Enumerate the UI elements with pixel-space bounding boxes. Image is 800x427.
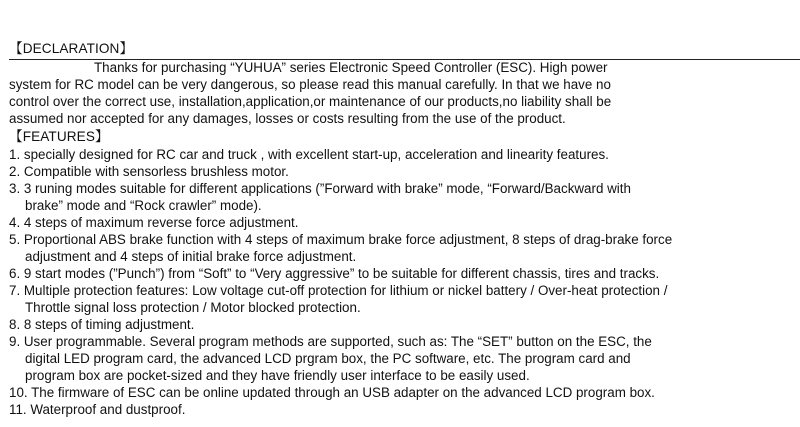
feature-item-4: 4. 4 steps of maximum reverse force adjustment.: [9, 215, 299, 230]
declaration-line: system for RC model can be very dangerous, so please read this manual carefully. In that we have no: [9, 77, 611, 92]
feature-item-7-continuation: Throttle signal loss protection / Motor blocked protection.: [25, 300, 361, 315]
declaration-line: Thanks for purchasing “YUHUA” series Electronic Speed Controller (ESC). High power: [94, 60, 608, 75]
feature-item-3: 3. 3 runing modes suitable for different applications (”Forward with brake” mode, “Forward/Backward with: [9, 181, 631, 196]
declaration-heading: 【DECLARATION】: [9, 41, 134, 56]
feature-item-9-continuation: program box are pocket-sized and they have friendly user interface to be easily used.: [25, 368, 530, 383]
feature-item-8: 8. 8 steps of timing adjustment.: [9, 317, 195, 332]
declaration-line: assumed nor accepted for any damages, losses or costs resulting from the use of the product.: [9, 111, 566, 126]
feature-item-9-continuation: digital LED program card, the advanced LCD prgram box, the PC software, etc. The program card and: [25, 351, 631, 366]
feature-item-6: 6. 9 start modes (”Punch”) from “Soft” to “Very aggressive” to be suitable for different chassis, tires and tracks.: [9, 266, 660, 281]
feature-item-5-continuation: adjustment and 4 steps of initial brake force adjustment.: [25, 249, 357, 264]
feature-item-11: 11. Waterproof and dustproof.: [9, 402, 186, 417]
features-heading: 【FEATURES】: [9, 129, 109, 144]
feature-item-10: 10. The firmware of ESC can be online updated through an USB adapter on the advanced LCD program box.: [9, 385, 655, 400]
feature-item-9: 9. User programmable. Several program methods are supported, such as: The “SET” button on the ESC, the: [9, 334, 652, 349]
feature-item-1: 1. specially designed for RC car and truck , with excellent start-up, acceleration and linearity features.: [9, 147, 609, 162]
feature-item-5: 5. Proportional ABS brake function with 4 steps of maximum brake force adjustment, 8 steps of drag-brake force: [9, 232, 673, 247]
declaration-line: control over the correct use, installation,application,or maintenance of our products,no liability shall be: [9, 94, 612, 109]
feature-item-2: 2. Compatible with sensorless brushless motor.: [9, 164, 289, 179]
feature-item-7: 7. Multiple protection features: Low voltage cut-off protection for lithium or nickel battery / Over-heat protection /: [9, 283, 668, 298]
feature-item-3-continuation: brake” mode and “Rock crawler” mode).: [25, 198, 262, 213]
